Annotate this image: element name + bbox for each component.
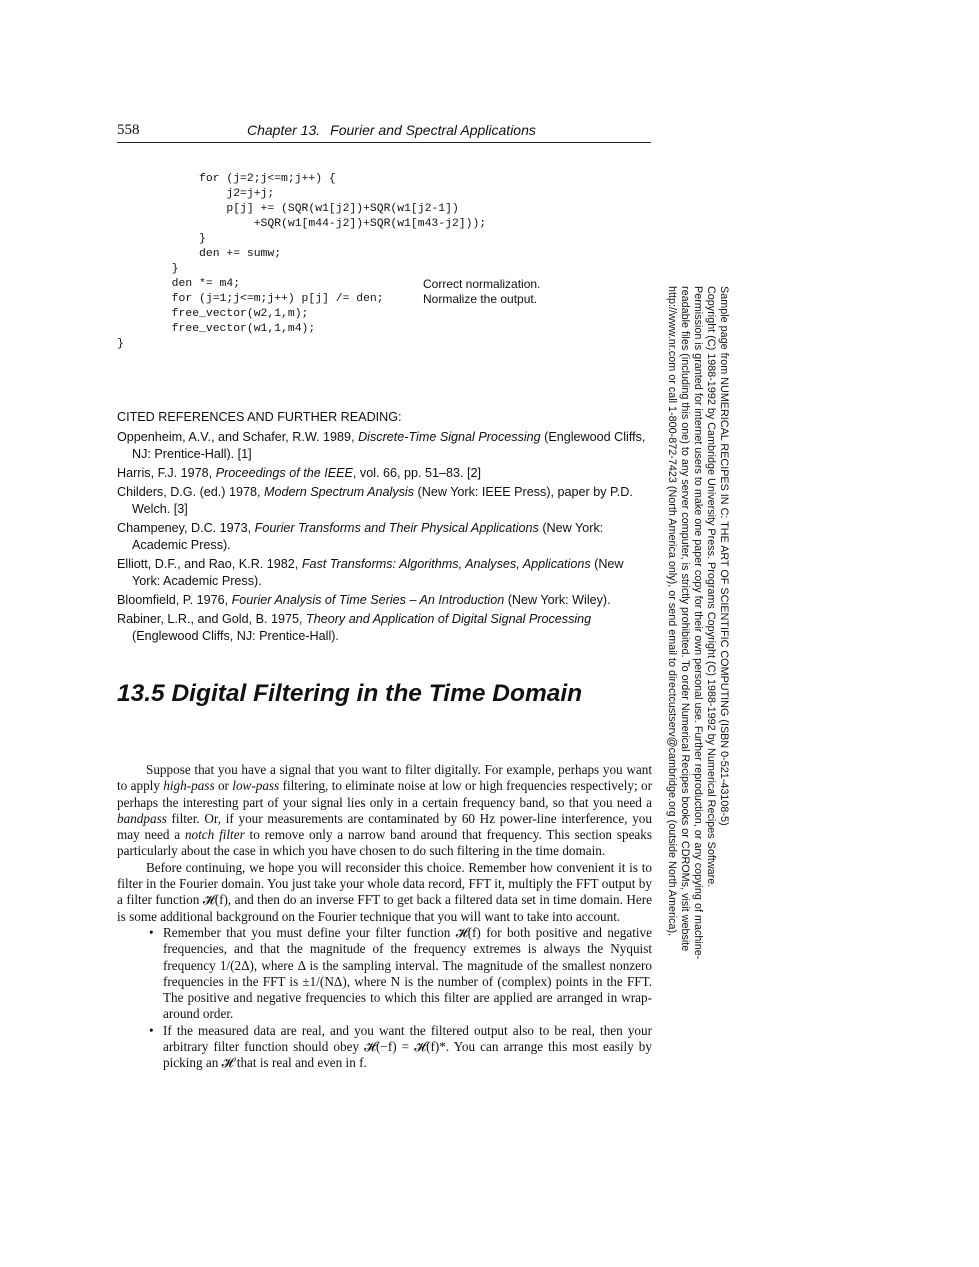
code-comment: Normalize the output. [423, 292, 538, 306]
running-header [117, 120, 651, 143]
references-heading: CITED REFERENCES AND FURTHER READING: [117, 410, 402, 424]
copyright-line: Sample page from NUMERICAL RECIPES IN C: THE ART OF SCIENTIFIC COMPUTING (ISBN 0-521-43108-5) [718, 286, 730, 826]
reference-item [117, 429, 652, 463]
section-title: 13.5 Digital Filtering in the Time Domain [117, 680, 583, 707]
ref-details: (New York: Wiley). [504, 593, 611, 607]
text-run: Suppose that you have a signal that you want to filter digitally. For example, perhaps you want to apply [117, 762, 652, 794]
code-comment: Correct normalization. [423, 277, 541, 291]
ref-authors: Rabiner, L.R., and Gold, B. 1975, [117, 612, 307, 626]
ref-title: Fourier Transforms and Their Physical Applications [254, 521, 539, 535]
page-number: 558 [117, 122, 140, 138]
reference-item [117, 611, 652, 645]
list-item: • Remember that you must define your filter function 𝓗(f) for both positive and negative frequencies, and that the magnitude of the frequency extremes is always the Nyquist frequency 1/(2Δ), where Δ is the sampling interval. The magnitude of the smallest nonzero frequencies in the FFT is ±1/(NΔ), where N is the number of (complex) points in the FFT. The positive and negative frequencies to which this filter are applied are arranged in wrap-around order. [163, 925, 652, 1023]
chapter-label: Chapter 13. [247, 122, 321, 138]
code-line: } [117, 263, 179, 275]
ref-title: Theory and Application of Digital Signal Processing [306, 612, 592, 626]
emphasis: low-pass [232, 778, 280, 794]
code-line: p[j] += (SQR(w1[j2])+SQR(w1[j2-1]) [117, 203, 459, 215]
emphasis: notch filter [184, 827, 245, 843]
bullet-list [117, 925, 652, 1072]
text-run: filtering, to eliminate noise at low or high frequencies respectively; or perhaps the interesting part of your signal lies only in a certain frequency band, so that you need a [117, 778, 652, 810]
code-line: free_vector(w2,1,m); [117, 308, 309, 320]
ref-details: (New York: Academic Press). [132, 557, 624, 588]
ref-authors: Elliott, D.F., and Rao, K.R. 1982, [117, 557, 302, 571]
paragraph: Before continuing, we hope you will reconsider this choice. Remember how convenient it is to filter in the Fourier domain. You just take your whole data record, FFT it, multiply the FFT output by a filter function 𝓗(f), and then do an inverse FFT to get back a filtered data set in time domain. Here is some additional background on the Fourier technique that you will want to take into account. [117, 859, 652, 924]
ref-details: , vol. 66, pp. 51–83. [2] [352, 466, 482, 480]
ref-authors: Champeney, D.C. 1973, [117, 521, 255, 535]
code-line: for (j=1;j<=m;j++) p[j] /= den; [117, 293, 384, 305]
code-listing [117, 172, 657, 352]
ref-details: (Englewood Cliffs, NJ: Prentice-Hall). [132, 629, 339, 643]
ref-authors: Harris, F.J. 1978, [117, 466, 216, 480]
copyright-line: Copyright (C) 1988-1992 by Cambridge University Press. Programs Copyright (C) 1988-1992 by Numerical Recipes Software. [705, 286, 717, 888]
list-item: • If the measured data are real, and you want the filtered output also to be real, then your arbitrary filter function should obey 𝓗(−f) = 𝓗(f)*. You can arrange this most easily by picking an 𝓗 that is real and even in f. [163, 1023, 652, 1072]
code-line: } [117, 233, 206, 245]
ref-authors: Childers, D.G. (ed.) 1978, [117, 485, 264, 499]
ref-title: Fast Transforms: Algorithms, Analyses, Applications [301, 557, 591, 571]
code-line: j2=j+j; [117, 188, 275, 200]
copyright-sidebar [666, 286, 730, 966]
copyright-line: Permission is granted for internet users to make one paper copy for their own personal use. Further reproduction, or any copying of machine- [692, 286, 704, 960]
reference-item [117, 484, 652, 518]
copyright-line: readable files (including this one) to any server computer, is strictly prohibited. To order Numerical Recipes books or CDROMs, visit website [679, 286, 691, 952]
ref-authors: Oppenheim, A.V., and Schafer, R.W. 1989, [117, 430, 359, 444]
ref-title: Modern Spectrum Analysis [264, 485, 415, 499]
text-run: or [214, 778, 233, 794]
code-line: den += sumw; [117, 248, 282, 260]
ref-authors: Bloomfield, P. 1976, [117, 593, 232, 607]
copyright-line: http://www.nr.com or call 1-800-872-7423 (North America only), or send email to directcustserv@cambridge.org (outside North America). [666, 286, 678, 937]
emphasis: bandpass [117, 810, 167, 826]
ref-title: Discrete-Time Signal Processing [358, 430, 541, 444]
body-text [117, 762, 652, 1072]
chapter-title: Fourier and Spectral Applications [330, 122, 536, 138]
code-line: +SQR(w1[m44-j2])+SQR(w1[m43-j2])); [117, 218, 487, 230]
reference-item [117, 556, 652, 590]
code-line: } [117, 338, 124, 350]
chapter-heading [247, 122, 536, 138]
code-line: for (j=2;j<=m;j++) { [117, 173, 336, 185]
text-run: filter. Or, if your measurements are contaminated by 60 Hz power-line interference, you may need a [117, 810, 652, 843]
references-section [117, 409, 652, 647]
code-line: den *= m4; [117, 278, 241, 290]
reference-item [117, 592, 652, 609]
text-run: to remove only a narrow band around that frequency. This section speaks particularly about the case in which you have chosen to do such filtering in the time domain. [117, 827, 652, 859]
ref-details: (New York: IEEE Press), paper by P.D. Welch. [3] [132, 485, 633, 516]
ref-title: Fourier Analysis of Time Series – An Introduction [231, 593, 505, 607]
code-line: free_vector(w1,1,m4); [117, 323, 316, 335]
paragraph [117, 762, 652, 860]
ref-details: (Englewood Cliffs, NJ: Prentice-Hall). [1] [132, 430, 646, 461]
emphasis: high-pass [163, 778, 215, 794]
ref-title: Proceedings of the IEEE [215, 466, 353, 480]
reference-item [117, 520, 652, 554]
reference-item [117, 465, 652, 482]
ref-details: (New York: Academic Press). [132, 521, 604, 552]
